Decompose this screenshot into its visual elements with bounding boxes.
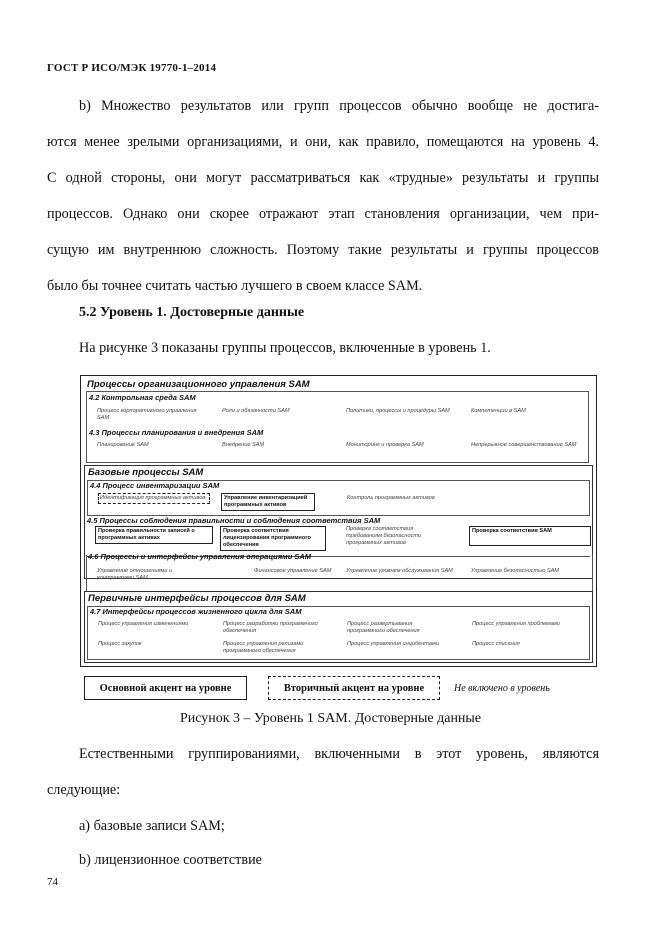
group-organizational [84,378,591,464]
subgroup-title: 4.2 Контрольная среда SAM [89,393,196,402]
paragraph-line: С одной стороны, они могут рассматриваться как «трудные» результаты и группы [47,170,599,186]
subgroup-title: 4.3 Процессы планирования и внедрения SAM [89,428,264,437]
paragraph-groupings [47,736,599,808]
subgroup-4-7 [87,606,590,660]
subgroup-4-2-4-3 [86,391,589,463]
group-title: Базовые процессы SAM [88,467,204,478]
process-cell-secondary: Идентификация программных активов [98,493,210,504]
process-cell-primary: Проверка правильности записей о программных активах [95,526,213,544]
legend-excluded: Не включено в уровень [454,682,550,694]
figure-caption: Рисунок 3 – Уровень 1 SAM. Достоверные данные [179,711,482,726]
section-title: 5.2 Уровень 1. Достоверные данные [79,305,305,320]
list-item-b: b) лицензионное соответствие [79,852,262,868]
process-cell: Компетенции в SAM [471,408,526,414]
process-cell: Процесс управления релизами программного обеспечения [223,641,304,654]
process-cell: Процесс разработки программного обеспечения [223,621,318,634]
process-cell-primary: Проверка соответствия лицензирования программного обеспечения [220,526,326,551]
process-cell: Контроль программных активов [347,495,435,501]
list-item-a: a) базовые записи SAM; [79,818,225,834]
document-header: ГОСТ Р ИСО/МЭК 19770-1–2014 [47,62,217,74]
page-number: 74 [47,876,58,888]
figure-3 [80,375,597,667]
process-cell-primary: Проверка соответствия SAM [469,526,591,546]
subgroup-title: 4.7 Интерфейсы процессов жизненного цикла для SAM [90,607,302,616]
subgroup-4-5 [87,525,590,555]
legend-secondary: Вторичный акцент на уровне [268,676,440,700]
process-cell: Управление безопасностью SAM [471,568,559,574]
paragraph-line: ются менее зрелыми организациями, и они, как правило, помещаются на уровень 4. [47,134,599,150]
subgroup-title: 4.6 Процессы и интерфейсы управления операциями SAM [88,552,312,561]
process-cell: Мониторинг и проверка SAM [346,442,424,448]
paragraph-b [47,88,599,304]
intro-text: На рисунке 3 показаны группы процессов, включенные в уровень 1. [79,340,491,356]
paragraph-line: b) Множество результатов или групп процессов обычно вообще не достига- [79,98,599,114]
subgroup-4-4 [87,480,590,516]
legend-primary: Основной акцент на уровне [84,676,247,700]
process-cell: Процесс закупок [98,641,142,647]
process-cell: Финансовое управление SAM [254,568,332,574]
process-cell: Процесс списания [472,641,520,647]
process-cell: Непрерывное совершенствование SAM [471,442,577,448]
process-cell: Управление отношениями и контрактами SAM [97,568,173,581]
process-cell: Процесс корпоративного управления SAM [97,408,197,421]
process-cell-primary: Управление инвентаризацией программных активов [221,493,315,511]
process-cell: Процесс управления проблемами [472,621,560,627]
process-cell: Политики, процессы и процедуры SAM [346,408,450,414]
process-cell: Проверка соответствия требованиям безопасности программных активов [346,526,422,546]
subgroup-title: 4.5 Процессы соблюдения правильности и соблюдения соответствия SAM [87,516,381,525]
process-cell: Внедрение SAM [222,442,265,448]
paragraph-line: следующие: [47,782,121,798]
process-cell: Планирование SAM [97,442,149,448]
group-interfaces [84,591,593,663]
paragraph-line: Естественными группированиями, включенными в этот уровень, являются [79,746,599,762]
process-cell: Процесс управления изменениями [98,621,189,627]
group-title: Первичные интерфейсы процессов для SAM [88,593,306,604]
process-cell: Роли и обязанности SAM [222,408,290,414]
process-cell: Процесс развертывания программного обеспечения [347,621,420,634]
paragraph-line: процессов. Однако они скорее отражают этап становления организации, чем при- [47,206,599,222]
paragraph-line: сущую им внутреннюю сложность. Поэтому такие результаты и группы процессов [47,242,599,258]
subgroup-4-6-body [86,552,593,592]
paragraph-line: было бы точнее считать частью лучшего в своем классе SAM. [47,278,423,294]
process-cell: Управление уровнем обслуживания SAM [346,568,453,574]
group-title: Процессы организационного управления SAM [87,379,310,390]
process-cell: Процесс управления инцидентами [347,641,439,647]
subgroup-title: 4.4 Процесс инвентаризации SAM [90,481,220,490]
